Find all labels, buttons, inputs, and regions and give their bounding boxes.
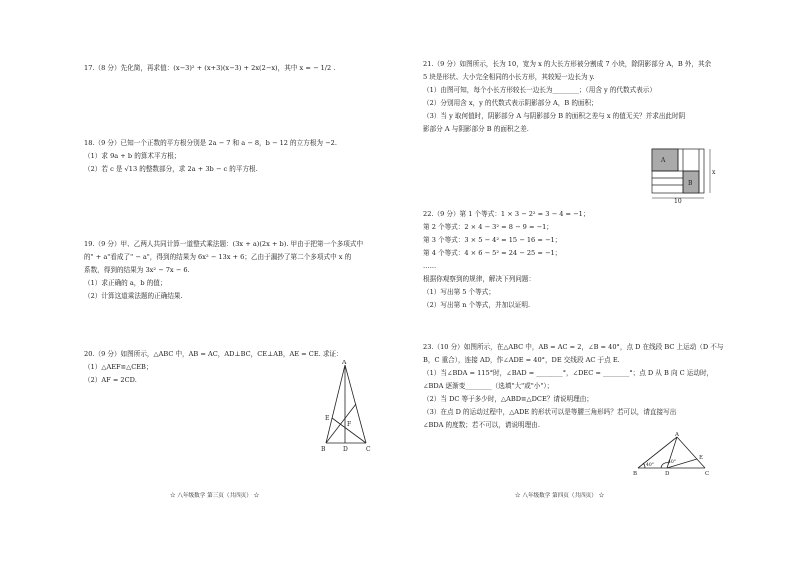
question-18-part-1: （1）求 9a + b 的算术平方根； bbox=[84, 152, 181, 160]
question-22 bbox=[423, 208, 589, 312]
figure-23-triangle bbox=[633, 432, 713, 476]
fig20-label-c: C bbox=[366, 446, 371, 453]
question-23-part-2: （2）当 DC 等于多少时，△ABD≌△DCE？请说明理由； bbox=[423, 395, 593, 403]
question-19-part-1: （1）求正确的 a，b 的值； bbox=[84, 279, 167, 287]
question-19-stem-line-2: 的" + a"看成了" − a"，得到的结果为 6x² − 13x + 6；乙由于漏抄了第二个多项式中 x 的 bbox=[84, 253, 352, 261]
right-page-footer: ☆ 八年级数学 第四页（共四页） ☆ bbox=[515, 493, 605, 499]
question-22-instruction: 根据你观察到的规律，解决下列问题： bbox=[423, 275, 536, 283]
question-21-part-3-line-2: 影部分 A 与阴影部分 B 的面积之差. bbox=[423, 125, 529, 133]
fig23-label-d: D bbox=[665, 471, 670, 476]
fig21-label-a: A bbox=[661, 157, 666, 164]
question-19-part-2: （2）计算这道乘法题的正确结果. bbox=[84, 292, 183, 300]
figure-21-rectangle bbox=[647, 144, 723, 204]
fig21-label-b: B bbox=[688, 180, 693, 187]
question-23-part-1-line-1: （1）当∠BDA = 115°时，∠BAD = ________°，∠DEC = ________°；点 D 从 B 向 C 运动时， bbox=[423, 369, 714, 377]
fig23-label-a: A bbox=[675, 432, 679, 438]
question-20 bbox=[84, 348, 343, 387]
question-19-stem-line-1: 19.（9 分）甲、乙两人共同计算一道整式乘法题：(3x + a)(2x + b). 甲由于把第一个多项式中 bbox=[84, 240, 364, 248]
question-21-part-2: （2）分别用含 x，y 的代数式表示阴影部分 A，B 的面积； bbox=[423, 99, 598, 107]
question-22-line-2: 第 2 个等式：2 × 4 − 3² = 8 − 9 = −1； bbox=[423, 223, 553, 231]
fig20-label-d: D bbox=[343, 446, 348, 453]
question-18 bbox=[84, 137, 337, 176]
question-19-stem-line-3: 系数，得到的结果为 3x² − 7x − 6. bbox=[84, 266, 190, 274]
question-22-part-2: （2）写出第 n 个等式，并加以证明. bbox=[423, 301, 531, 309]
fig23-angle-d: 40° bbox=[668, 460, 676, 465]
question-23-part-3-line-2: ∠BDA 的度数；若不可以，请说明理由. bbox=[423, 421, 540, 429]
fig20-label-a: A bbox=[342, 360, 347, 366]
question-17 bbox=[84, 62, 335, 75]
question-21-stem-line-2: 5 块是形状、大小完全相同的小长方形，其较短一边长为 y. bbox=[423, 73, 595, 81]
question-23-part-3-line-1: （3）在点 D 的运动过程中，△ADE 的形状可以是等腰三角形吗？若可以，请直接写出 bbox=[423, 408, 677, 416]
fig23-label-e: E bbox=[699, 455, 704, 461]
question-18-part-2: （2）若 c 是 √13 的整数部分，求 2a + 3b − c 的平方根. bbox=[84, 165, 258, 173]
question-22-line-3: 第 3 个等式：3 × 5 − 4² = 15 − 16 = −1； bbox=[423, 236, 562, 244]
left-page-footer: ☆ 八年级数学 第三页（共四页） ☆ bbox=[170, 493, 260, 499]
question-18-stem: 18.（9 分）已知一个正数的平方根分别是 2a − 7 和 a − 8，b − 12 的立方根为 −2. bbox=[84, 139, 337, 147]
question-21-part-3-line-1: （3）当 y 取何值时，阴影部分 A 与阴影部分 B 的面积之差与 x 的值无关？并求出此时阴 bbox=[423, 112, 686, 120]
question-22-line-4: 第 4 个等式：4 × 6 − 5² = 24 − 25 = −1； bbox=[423, 249, 562, 257]
fig20-label-b: B bbox=[321, 446, 326, 453]
question-21-stem-line-1: 21.（9 分）如图所示，长为 10，宽为 x 的大长方形被分割成 7 小块，除阴影部分 A，B 外，其余 bbox=[423, 60, 712, 68]
fig20-label-f: F bbox=[347, 421, 352, 428]
fig23-angle-b: 40° bbox=[646, 463, 654, 468]
question-23 bbox=[423, 341, 723, 432]
question-23-part-1-line-2: ∠BDA 逐渐变________（选填"大"或"小"）； bbox=[423, 382, 554, 390]
fig23-label-c: C bbox=[705, 471, 710, 476]
question-20-stem: 20.（9 分）如图所示，△ABC 中，AB = AC，AD⊥BC，CE⊥AB，AE = CE. 求证： bbox=[84, 350, 343, 358]
question-22-part-1: （1）写出第 5 个等式； bbox=[423, 288, 495, 296]
question-23-stem-line-1: 23.（10 分）如图所示，在△ABC 中，AB = AC = 2，∠B = 40°，点 D 在线段 BC 上运动（D 不与 bbox=[423, 343, 724, 351]
figure-20-triangle bbox=[318, 360, 378, 455]
question-22-ellipsis: …… bbox=[423, 262, 437, 270]
fig21-label-height: x bbox=[712, 169, 716, 176]
question-23-stem-line-2: B，C 重合），连接 AD，作∠ADE = 40°，DE 交线段 AC 于点 E. bbox=[423, 356, 620, 364]
question-19 bbox=[84, 238, 363, 303]
question-17-text: 17.（8 分）先化简，再求值：(x−3)² + (x+3)(x−3) + 2x(2−x)，其中 x = − 1/2 . bbox=[84, 64, 336, 72]
question-20-part-2: （2）AF = 2CD. bbox=[84, 376, 137, 384]
question-22-line-1: 22.（9 分）第 1 个等式：1 × 3 − 2² = 3 − 4 = −1； bbox=[423, 210, 590, 218]
question-21-part-1: （1）由图可知，每个小长方形较长一边长为________；（用含 y 的代数式表示） bbox=[423, 86, 656, 94]
question-21 bbox=[423, 58, 711, 136]
right-page bbox=[397, 0, 794, 561]
fig21-label-width: 10 bbox=[674, 198, 682, 204]
question-20-part-1: （1）△AEF≌△CEB； bbox=[84, 363, 153, 371]
fig23-label-b: B bbox=[633, 471, 638, 476]
fig20-label-e: E bbox=[325, 415, 330, 422]
